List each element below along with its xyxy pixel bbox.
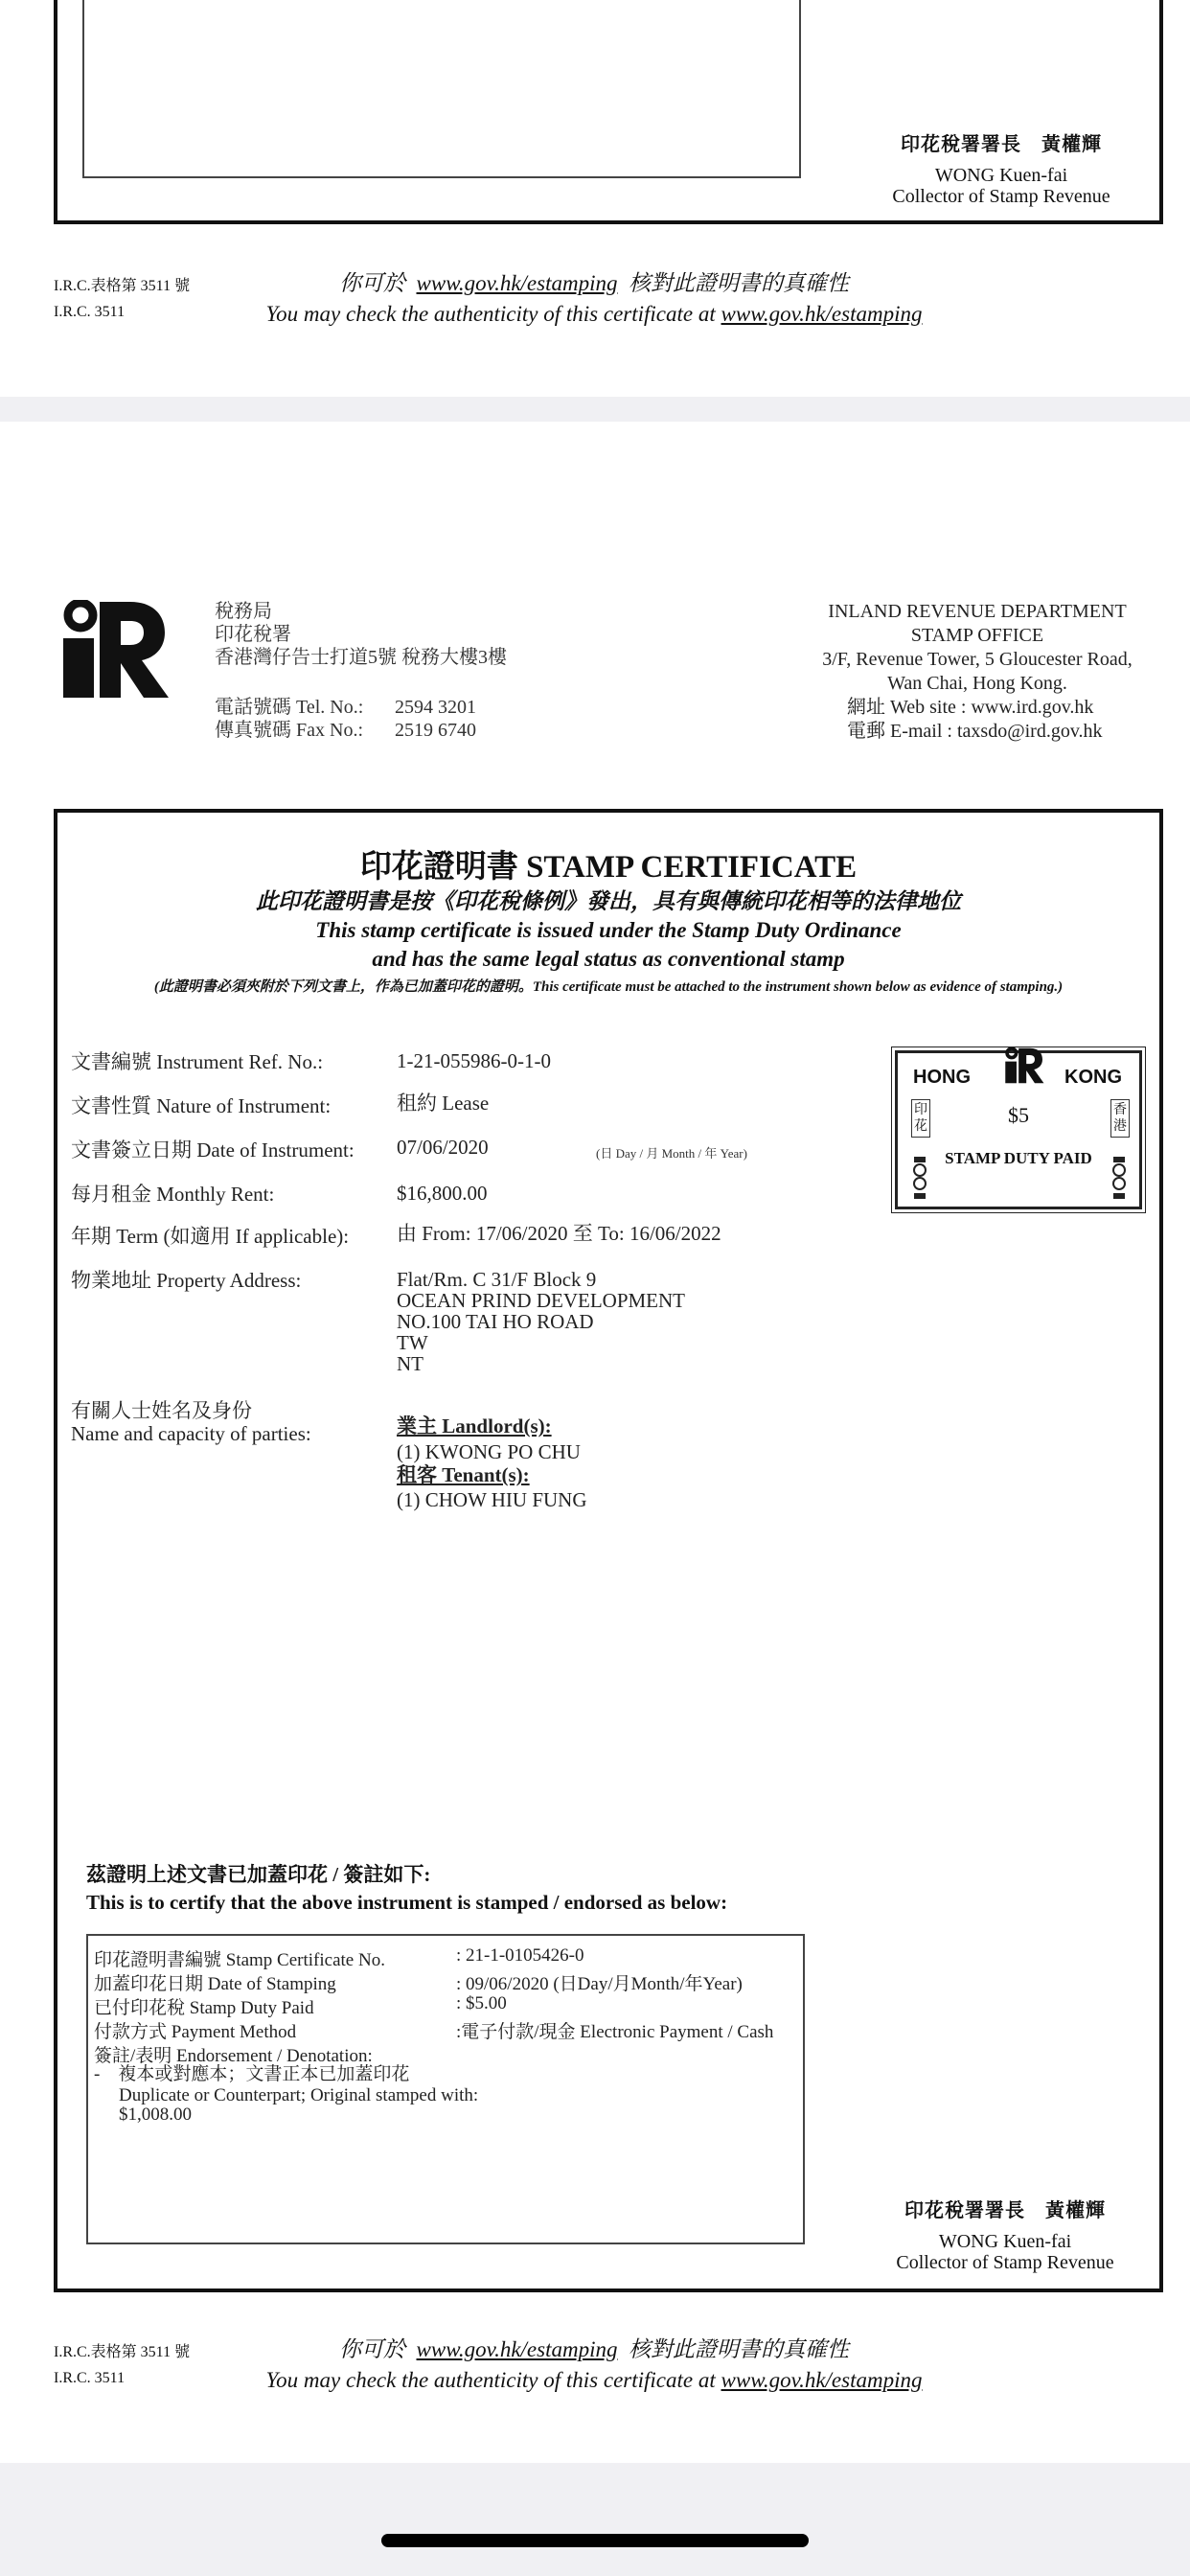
check-en-prefix: You may check the authenticity of this certificate at: [265, 302, 716, 326]
collector-title-cn: 印花稅署署長 黃權輝: [901, 134, 1102, 155]
estamping-link[interactable]: www.gov.hk/estamping: [416, 271, 618, 295]
certify-en: This is to certify that the above instrument is stamped / endorsed as below:: [86, 1891, 728, 1914]
landlord-heading: 業主 Landlord(s):: [397, 1414, 552, 1438]
term-label: 年期 Term (如適用 If applicable):: [71, 1225, 350, 1248]
tel-row: [215, 696, 507, 719]
term-value: 由 From: 17/06/2020 至 To: 16/06/2022: [397, 1222, 721, 1245]
ornament-icon: [911, 1157, 928, 1201]
tenant-heading: 租客 Tenant(s):: [397, 1463, 530, 1486]
authenticity-note: [192, 2334, 996, 2396]
certify-cn: 茲證明上述文書已加蓋印花 / 簽註如下:: [86, 1863, 431, 1886]
certificate-subtitle-cn: 此印花證明書是按《印花稅條例》發出，具有與傳統印花相等的法律地位: [256, 889, 961, 913]
nature-label: 文書性質 Nature of Instrument:: [71, 1094, 332, 1117]
tenant-name: (1) CHOW HIU FUNG: [397, 1488, 587, 1511]
form-no-cn: I.R.C.表格第 3511 號: [54, 278, 191, 294]
ornament-icon: [1110, 1157, 1128, 1201]
previous-page: [0, 0, 1190, 397]
parties-list: [397, 1411, 587, 1512]
email: 電郵 E-mail : taxsdo@ird.gov.hk: [847, 721, 1103, 742]
estamping-link[interactable]: www.gov.hk/estamping: [721, 302, 923, 326]
collector-title-en: Collector of Stamp Revenue: [892, 186, 1110, 207]
stamp-duty-paid-stamp: [895, 1050, 1142, 1209]
duty-value: : $5.00: [456, 1993, 507, 2013]
parties-label: [71, 1399, 311, 1445]
ref-value: 1-21-055986-0-1-0: [397, 1049, 551, 1072]
fax-value: 2519 6740: [395, 720, 476, 741]
collector-title-cn: 印花稅署署長 黃權輝: [904, 2200, 1106, 2221]
endorse-line-2: Duplicate or Counterpart; Original stamped with:: [119, 2085, 479, 2105]
endorsement-box-top: [82, 0, 801, 178]
estamping-link[interactable]: www.gov.hk/estamping: [721, 2368, 923, 2392]
parties-label-en: Name and capacity of parties:: [71, 1422, 311, 1445]
address-en-1: 3/F, Revenue Tower, 5 Gloucester Road,: [822, 649, 1133, 670]
date-format-hint: (日 Day / 月 Month / 年 Year): [596, 1146, 747, 1161]
form-number: [54, 2339, 190, 2391]
collector-name: WONG Kuen-fai: [934, 165, 1068, 186]
parties-label-cn: 有關人士姓名及身份: [71, 1399, 252, 1422]
date-label: 文書簽立日期 Date of Instrument:: [71, 1138, 355, 1162]
fax-label: 傳真號碼 Fax No.:: [215, 720, 363, 741]
landlord-name: (1) KWONG PO CHU: [397, 1440, 581, 1463]
nature-value: 租約 Lease: [397, 1092, 490, 1115]
endorse-label: 簽註/表明 Endorsement / Denotation:: [94, 2046, 373, 2066]
fax-row: [215, 719, 507, 742]
certificate-title: 印花證明書 STAMP CERTIFICATE: [359, 850, 858, 885]
form-number-top: [54, 273, 190, 325]
address-cn: 香港灣仔告士打道5號 稅務大樓3樓: [215, 647, 507, 668]
method-label: 付款方式 Payment Method: [94, 2022, 297, 2042]
certificate-subtitle-en-2: and has the same legal status as conventional stamp: [372, 947, 845, 971]
stamp-right-vert: 香港: [1110, 1099, 1130, 1138]
certificate-note: (此證明書必須夾附於下列文書上，作為已加蓋印花的證明。This certificate must be attached to the instrument shown below as evidence of stamping.): [153, 979, 1064, 995]
address-en-2: Wan Chai, Hong Kong.: [887, 673, 1067, 694]
office-en: STAMP OFFICE: [910, 625, 1044, 646]
form-no-cn: I.R.C.表格第 3511 號: [54, 2344, 191, 2360]
header-right: [805, 600, 1150, 744]
stamp-hong: HONG: [913, 1067, 971, 1088]
stamp-paid-text: STAMP DUTY PAID: [945, 1149, 1092, 1167]
certificate-frame: [54, 809, 1163, 2292]
address-line: OCEAN PRIND DEVELOPMENT: [397, 1289, 685, 1312]
tel-value: 2594 3201: [395, 697, 476, 718]
check-en-prefix: You may check the authenticity of this certificate at: [265, 2368, 716, 2392]
stamp-date-value: : 09/06/2020 (日Day/月Month/年Year): [456, 1974, 743, 1994]
collector-title-en: Collector of Stamp Revenue: [896, 2252, 1114, 2273]
endorse-line-3: $1,008.00: [119, 2104, 192, 2125]
header-left: [215, 600, 507, 742]
address-line: NT: [397, 1352, 423, 1375]
estamping-link[interactable]: www.gov.hk/estamping: [416, 2337, 618, 2361]
endorse-line-1: - 複本或對應本；文書正本已加蓋印花: [94, 2064, 410, 2084]
certificate-subtitle-en-1: This stamp certificate is issued under the Stamp Duty Ordinance: [315, 918, 902, 942]
method-value: :電子付款/現金 Electronic Payment / Cash: [456, 2022, 774, 2042]
address-label: 物業地址 Property Address:: [71, 1269, 302, 1292]
dept-en: INLAND REVENUE DEPARTMENT: [828, 601, 1127, 622]
address-line: TW: [397, 1331, 428, 1354]
form-no-en: I.R.C. 3511: [54, 304, 126, 320]
check-cn-suffix: 核對此證明書的真確性: [628, 271, 849, 295]
check-cn-prefix: 你可於: [339, 2337, 406, 2361]
duty-label: 已付印花稅 Stamp Duty Paid: [94, 1998, 314, 2018]
stamp-kong: KONG: [1064, 1067, 1122, 1088]
ird-mini-logo-icon: [1003, 1047, 1045, 1084]
certificate-page: [0, 422, 1190, 2463]
address-line: Flat/Rm. C 31/F Block 9: [397, 1268, 597, 1291]
address-line: NO.100 TAI HO ROAD: [397, 1310, 594, 1333]
office-cn: 印花稅署: [215, 624, 291, 645]
check-cn-suffix: 核對此證明書的真確性: [628, 2337, 849, 2361]
date-value: 07/06/2020: [397, 1136, 489, 1159]
endorsement-box: [86, 1934, 805, 2244]
collector-signature-top: [853, 134, 1150, 207]
cert-no-value: : 21-1-0105426-0: [456, 1945, 584, 1966]
tel-label: 電話號碼 Tel. No.:: [215, 697, 364, 718]
home-indicator[interactable]: [381, 2534, 809, 2547]
property-address: [397, 1269, 685, 1374]
form-no-en: I.R.C. 3511: [54, 2370, 126, 2386]
rent-value: $16,800.00: [397, 1182, 488, 1205]
collector-name: WONG Kuen-fai: [938, 2231, 1072, 2252]
website: 網址 Web site : www.ird.gov.hk: [847, 697, 1094, 718]
ref-label: 文書編號 Instrument Ref. No.:: [71, 1050, 324, 1073]
rent-label: 每月租金 Monthly Rent:: [71, 1183, 275, 1206]
cert-no-label: 印花證明書編號 Stamp Certificate No.: [94, 1950, 385, 1970]
collector-signature: [857, 2200, 1154, 2273]
stamp-left-vert: 印花: [911, 1099, 930, 1138]
certify-statement: [86, 1861, 727, 1917]
check-cn-prefix: 你可於: [339, 271, 406, 295]
dept-cn: 稅務局: [215, 601, 272, 622]
authenticity-note-top: [192, 268, 996, 330]
stamp-date-label: 加蓋印花日期 Date of Stamping: [94, 1974, 336, 1994]
ird-logo-icon: [61, 600, 169, 700]
stamp-amount: $5: [1008, 1103, 1029, 1127]
